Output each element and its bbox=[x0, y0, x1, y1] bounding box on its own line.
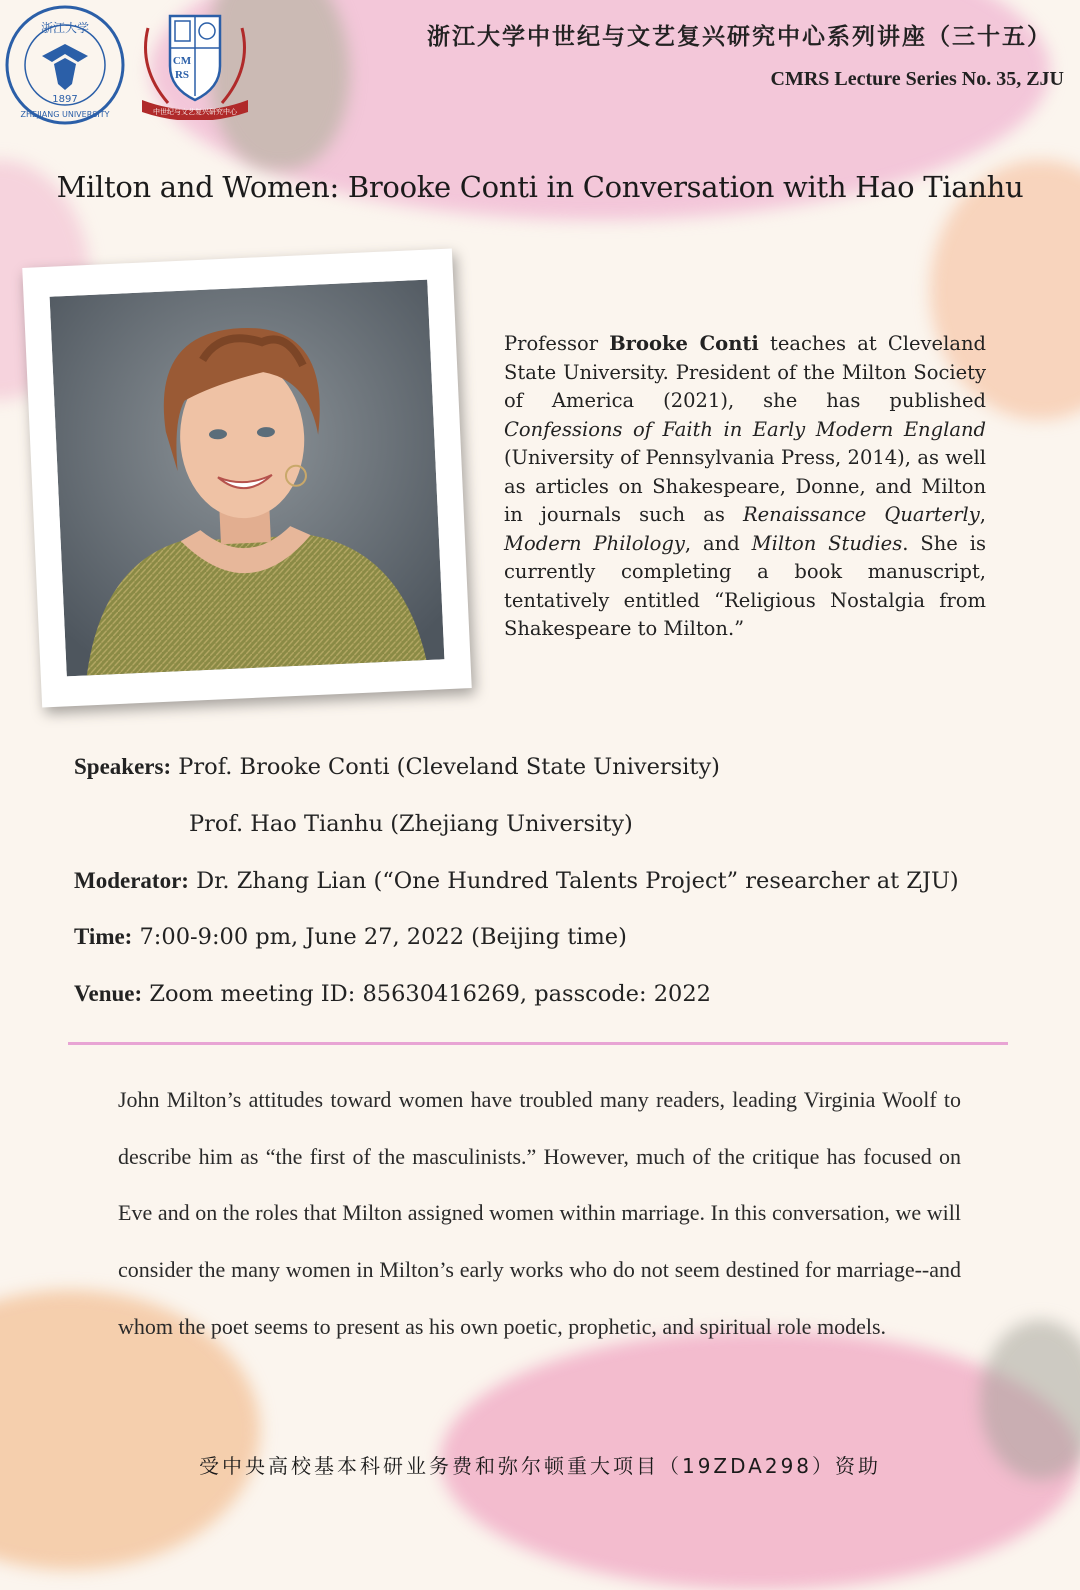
section-divider bbox=[68, 1042, 1008, 1045]
zju-year: 1897 bbox=[52, 94, 78, 105]
cmrs-banner-text: 中世纪与文艺复兴研究中心 bbox=[153, 108, 237, 116]
zju-cn-text: 浙江大学 bbox=[40, 21, 90, 35]
speaker-1: Prof. Brooke Conti (Cleveland State University) bbox=[171, 754, 720, 780]
photo-frame bbox=[22, 248, 472, 707]
venue: Zoom meeting ID: 85630416269, passcode: 2022 bbox=[142, 981, 711, 1007]
moderator: Dr. Zhang Lian (“One Hundred Talents Project” researcher at ZJU) bbox=[188, 868, 959, 894]
cmrs-cm: CM bbox=[172, 55, 192, 67]
moderator-label: Moderator: bbox=[74, 868, 189, 893]
venue-label: Venue: bbox=[74, 981, 143, 1006]
series-title-en: CMRS Lecture Series No. 35, ZJU bbox=[770, 68, 1064, 90]
abstract: John Milton’s attitudes toward women have troubled many readers, leading Virginia Woolf to describe him as “the first of the masculinists.” However, much of the critique has focused on Eve and on the roles that Milton assigned women within marriage. In this conversation, we will consider the many women in Milton’s early works who do not seem destined for marriage--and whom the poet seems to present as his own poetic, prophetic, and spiritual role models. bbox=[118, 1087, 961, 1339]
time: 7:00-9:00 pm, June 27, 2022 (Beijing time) bbox=[132, 924, 627, 950]
bio-text-4: . She is currently completing a book manuscript, tentatively entitled “Religious Nostalgia from Shakespeare to Milton.” bbox=[504, 531, 986, 640]
speaker-photo bbox=[50, 280, 445, 677]
speakers-label: Speakers: bbox=[74, 754, 172, 779]
bio-sep-2: , and bbox=[684, 531, 752, 555]
bio-text-1: Professor bbox=[504, 332, 610, 355]
cmrs-rs: RS bbox=[174, 69, 190, 81]
bio-journal-3: Milton Studies bbox=[751, 531, 903, 555]
series-title-cn: 浙江大学中世纪与文艺复兴研究中心系列讲座（三十五） bbox=[427, 23, 1052, 50]
funding-note: 受中央高校基本科研业务费和弥尔顿重大项目（19ZDA298）资助 bbox=[198, 1454, 882, 1478]
bio-book-title: Confessions of Faith in Early Modern England bbox=[504, 417, 986, 441]
bio-journal-1: Renaissance Quarterly bbox=[742, 503, 980, 526]
bio-speaker-name: Brooke Conti bbox=[609, 332, 759, 355]
cmrs-logo bbox=[128, 8, 262, 120]
event-title: Milton and Women: Brooke Conti in Conversation with Hao Tianhu bbox=[56, 170, 1024, 204]
speakers-line bbox=[74, 754, 720, 780]
zju-name: ZHEJIANG UNIVERSITY bbox=[20, 110, 110, 119]
time-line bbox=[74, 924, 627, 950]
moderator-line bbox=[74, 868, 959, 894]
speaker-bio bbox=[504, 330, 986, 644]
bio-text-2: teaches at Cleveland State University. President of the Milton Society of America (2021), she has published bbox=[504, 332, 987, 412]
time-label: Time: bbox=[74, 924, 133, 949]
bio-sep-1: , bbox=[979, 503, 986, 526]
speaker-2: Prof. Hao Tianhu (Zhejiang University) bbox=[189, 811, 633, 837]
zju-logo bbox=[4, 4, 126, 126]
bio-journal-2: Modern Philology bbox=[504, 531, 685, 555]
bio-text-3: (University of Pennsylvania Press, 2014), as well as articles on Shakespeare, Donne, and Milton in journals such as bbox=[504, 446, 986, 526]
venue-line bbox=[74, 981, 711, 1007]
